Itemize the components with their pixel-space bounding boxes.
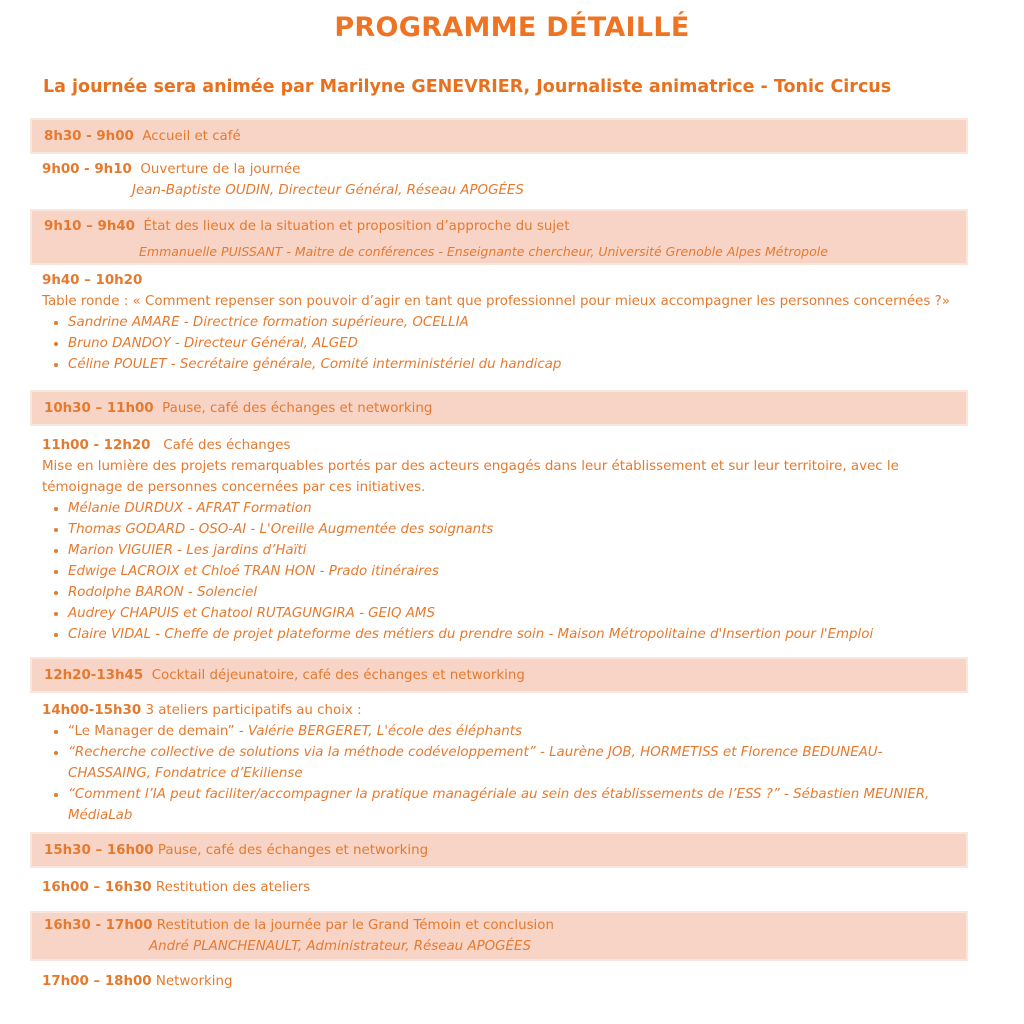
label: Cocktail déjeunatoire, café des échanges et networking [151,668,525,683]
list-item: • Céline POULET - Secrétaire générale, Comité interministériel du handicap [68,354,956,375]
list-item [68,742,956,784]
session-networking [30,971,968,992]
list-item: • Claire VIDAL - Cheffe de projet plateforme des métiers du prendre soin - Maison Métropolitaine d'Insertion pour l'Emploi [68,624,956,645]
label: 3 ateliers participatifs au choix : [145,703,362,718]
label: Café des échanges [163,438,291,453]
time: 8h30 - 9h00 [44,129,134,144]
time: 9h00 - 9h10 [42,162,132,177]
label: Networking [155,974,233,989]
list-item: • Bruno DANDOY - Directeur Général, ALGED [68,333,956,354]
speaker: Emmanuelle PUISSANT - Maitre de conférences - Enseignante chercheur, Université Grenoble Alpes Métropole [139,244,828,259]
list-item: • Sandrine AMARE - Directrice formation supérieure, OCELLIA [68,312,956,333]
time: 10h30 – 11h00 [44,401,154,416]
list-item: • Audrey CHAPUIS et Chatool RUTAGUNGIRA - GEIQ AMS [68,603,956,624]
list-item: • Edwige LACROIX et Chloé TRAN HON - Prado itinéraires [68,561,956,582]
session-break [30,390,968,426]
list-item: • Marion VIGUIER - Les jardins d’Haïti [68,540,956,561]
desc: Mise en lumière des projets remarquables portés par des acteurs engagés dans leur établissement et sur leur territoire, avec le témoignage de personnes concernées par ces initiatives. [42,459,899,495]
subtitle: La journée sera animée par Marilyne GENEVRIER, Journaliste animatrice - Tonic Circus [43,77,892,97]
workshop-title: “Recherche collective de solutions via la méthode codéveloppement” [68,745,536,760]
time: 11h00 - 12h20 [42,438,151,453]
time: 9h10 – 9h40 [44,219,135,234]
label: État des lieux de la situation et proposition d’approche du sujet [143,219,570,234]
workshop-speaker: - Laurène JOB, HORMETISS et Florence BEDUNEAU-CHASSAING, Fondatrice d’Ekiliense [68,745,883,781]
list-item: • Mélanie DURDUX - AFRAT Formation [68,498,956,519]
label: Pause, café des échanges et networking [157,843,429,858]
time: 17h00 – 18h00 [42,974,152,989]
time: 15h30 – 16h00 [44,843,154,858]
session-opening [30,159,968,201]
workshop-speaker: - Sébastien MEUNIER, MédiaLab [68,787,930,823]
label: Pause, café des échanges et networking [162,401,433,416]
session-break-2 [30,832,968,868]
session-state [30,209,968,265]
time: 14h00-15h30 [42,703,142,718]
time: 16h30 - 17h00 [44,918,153,933]
label: Restitution de la journée par le Grand Témoin et conclusion [156,918,554,933]
time: 16h00 – 16h30 [42,880,152,895]
list-item [68,784,956,826]
session-cafe [30,435,968,645]
session-conclusion [30,911,968,961]
session-lunch [30,657,968,693]
time: 12h20-13h45 [44,668,144,683]
label: Accueil et café [142,129,241,144]
desc: Table ronde : « Comment repenser son pouvoir d’agir en tant que professionnel pour mieux accompagner les personnes concernées ?» [42,294,950,309]
session-restitution [30,877,968,898]
label: Ouverture de la journée [140,162,301,177]
list-item [68,721,956,742]
speaker: Jean-Baptiste OUDIN, Directeur Général, Réseau APOGÉES [132,183,524,198]
workshop-speaker: - Valérie BERGERET, L'école des éléphants [234,724,523,739]
page-title: PROGRAMME DÉTAILLÉ [334,12,690,43]
label: Restitution des ateliers [155,880,311,895]
session-roundtable [30,270,968,375]
session-welcome [30,118,968,154]
session-workshops [30,700,968,826]
list-item: • Rodolphe BARON - Solenciel [68,582,956,603]
speaker: André PLANCHENAULT, Administrateur, Réseau APOGÉES [149,939,531,954]
time: 9h40 – 10h20 [42,273,143,288]
workshop-title: “Le Manager de demain” [68,724,235,739]
list-item: • Thomas GODARD - OSO-AI - L'Oreille Augmentée des soignants [68,519,956,540]
workshop-title: “Comment l’IA peut faciliter/accompagner la pratique managériale au sein des établissements de l’ESS ?” [68,787,780,802]
